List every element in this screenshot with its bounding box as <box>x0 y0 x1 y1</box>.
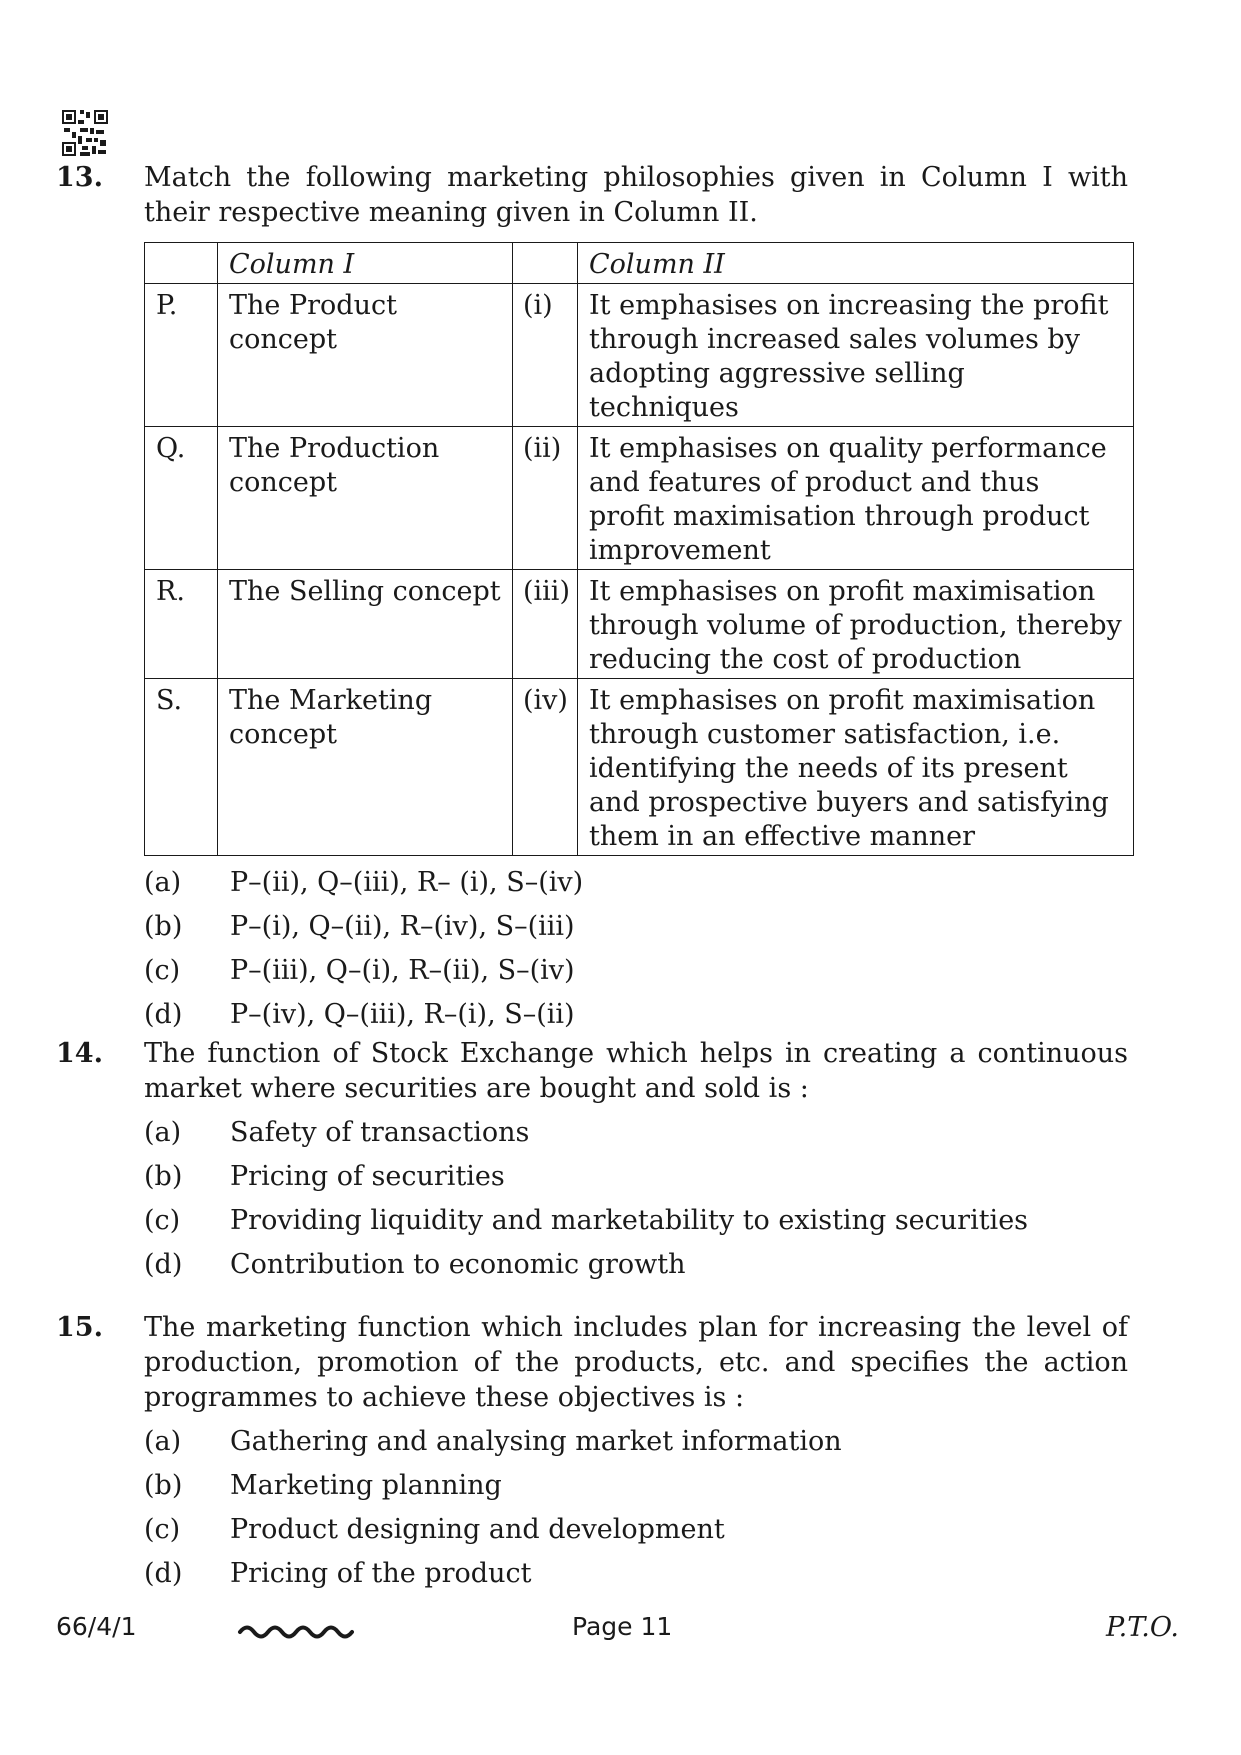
option-label: (c) <box>144 1514 181 1545</box>
row-meaning: It emphasises on increasing the profit through increased sales volumes by adopting aggressive selling techniques <box>578 284 1134 427</box>
option-c[interactable] <box>144 1508 1136 1552</box>
option-text: P–(ii), Q–(iii), R– (i), S–(iv) <box>230 867 584 898</box>
question-text: Match the following marketing philosophies given in Column I with their respective meaning given in Column II. <box>144 162 1128 228</box>
qr-code-icon <box>62 110 108 156</box>
wave-ornament-icon <box>236 1614 354 1644</box>
row-numeral: (iv) <box>513 679 578 856</box>
row-key: P. <box>145 284 218 427</box>
option-c[interactable] <box>144 1199 1136 1243</box>
option-d[interactable] <box>144 1243 1136 1287</box>
option-label: (a) <box>144 867 182 898</box>
question-number: 14. <box>56 1038 103 1069</box>
option-b[interactable] <box>144 1155 1136 1199</box>
option-text: Marketing planning <box>230 1470 502 1501</box>
question-15 <box>56 1310 1136 1596</box>
table-row <box>145 284 1134 427</box>
option-text: P–(iii), Q–(i), R–(ii), S–(iv) <box>230 955 575 986</box>
option-list <box>144 1420 1136 1596</box>
option-d[interactable] <box>144 993 1136 1037</box>
option-text: Pricing of the product <box>230 1558 532 1589</box>
page-footer <box>0 1612 1241 1652</box>
table-row <box>145 427 1134 570</box>
table-cell <box>513 243 578 284</box>
table-row <box>145 570 1134 679</box>
option-text: P–(iv), Q–(iii), R–(i), S–(ii) <box>230 999 575 1030</box>
option-text: Gathering and analysing market information <box>230 1426 842 1457</box>
table-header-row <box>145 243 1134 284</box>
pto-label: P.T.O. <box>1105 1612 1179 1643</box>
option-a[interactable] <box>144 861 1136 905</box>
row-concept: The Product concept <box>218 284 513 427</box>
question-number: 13. <box>56 162 103 193</box>
option-a[interactable] <box>144 1111 1136 1155</box>
option-label: (d) <box>144 999 183 1030</box>
paper-code: 66/4/1 <box>56 1612 137 1641</box>
option-text: Providing liquidity and marketability to existing securities <box>230 1205 1029 1236</box>
option-label: (a) <box>144 1117 182 1148</box>
row-key: Q. <box>145 427 218 570</box>
row-numeral: (ii) <box>513 427 578 570</box>
option-list <box>144 861 1136 1037</box>
option-text: P–(i), Q–(ii), R–(iv), S–(iii) <box>230 911 575 942</box>
page-number: Page 11 <box>572 1612 673 1641</box>
table-row <box>145 679 1134 856</box>
row-numeral: (i) <box>513 284 578 427</box>
row-key: R. <box>145 570 218 679</box>
option-text: Product designing and development <box>230 1514 725 1545</box>
option-c[interactable] <box>144 949 1136 993</box>
option-b[interactable] <box>144 1464 1136 1508</box>
option-list <box>144 1111 1136 1287</box>
row-concept: The Production concept <box>218 427 513 570</box>
option-label: (b) <box>144 911 183 942</box>
row-meaning: It emphasises on profit maximisation through customer satisfaction, i.e. identifying the needs of its present and prospective buyers and satisfying them in an effective manner <box>578 679 1134 856</box>
option-label: (d) <box>144 1249 183 1280</box>
option-text: Pricing of securities <box>230 1161 505 1192</box>
column-2-header: Column II <box>578 243 1134 284</box>
option-label: (a) <box>144 1426 182 1457</box>
option-a[interactable] <box>144 1420 1136 1464</box>
row-key: S. <box>145 679 218 856</box>
row-meaning: It emphasises on profit maximisation through volume of production, thereby reducing the cost of production <box>578 570 1134 679</box>
match-table <box>144 242 1134 856</box>
option-text: Contribution to economic growth <box>230 1249 686 1280</box>
question-text: The function of Stock Exchange which helps in creating a continuous market where securities are bought and sold is : <box>144 1038 1128 1104</box>
option-label: (c) <box>144 1205 181 1236</box>
option-label: (b) <box>144 1161 183 1192</box>
row-meaning: It emphasises on quality performance and features of product and thus profit maximisation through product improvement <box>578 427 1134 570</box>
row-concept: The Selling concept <box>218 570 513 679</box>
option-b[interactable] <box>144 905 1136 949</box>
option-text: Safety of transactions <box>230 1117 530 1148</box>
option-label: (d) <box>144 1558 183 1589</box>
question-number: 15. <box>56 1312 103 1343</box>
question-text: The marketing function which includes plan for increasing the level of production, promotion of the products, etc. and specifies the action programmes to achieve these objectives is : <box>144 1312 1128 1413</box>
row-concept: The Marketing concept <box>218 679 513 856</box>
question-13 <box>56 160 1136 1037</box>
column-1-header: Column I <box>218 243 513 284</box>
row-numeral: (iii) <box>513 570 578 679</box>
question-14 <box>56 1036 1136 1287</box>
option-label: (c) <box>144 955 181 986</box>
option-d[interactable] <box>144 1552 1136 1596</box>
table-cell <box>145 243 218 284</box>
option-label: (b) <box>144 1470 183 1501</box>
